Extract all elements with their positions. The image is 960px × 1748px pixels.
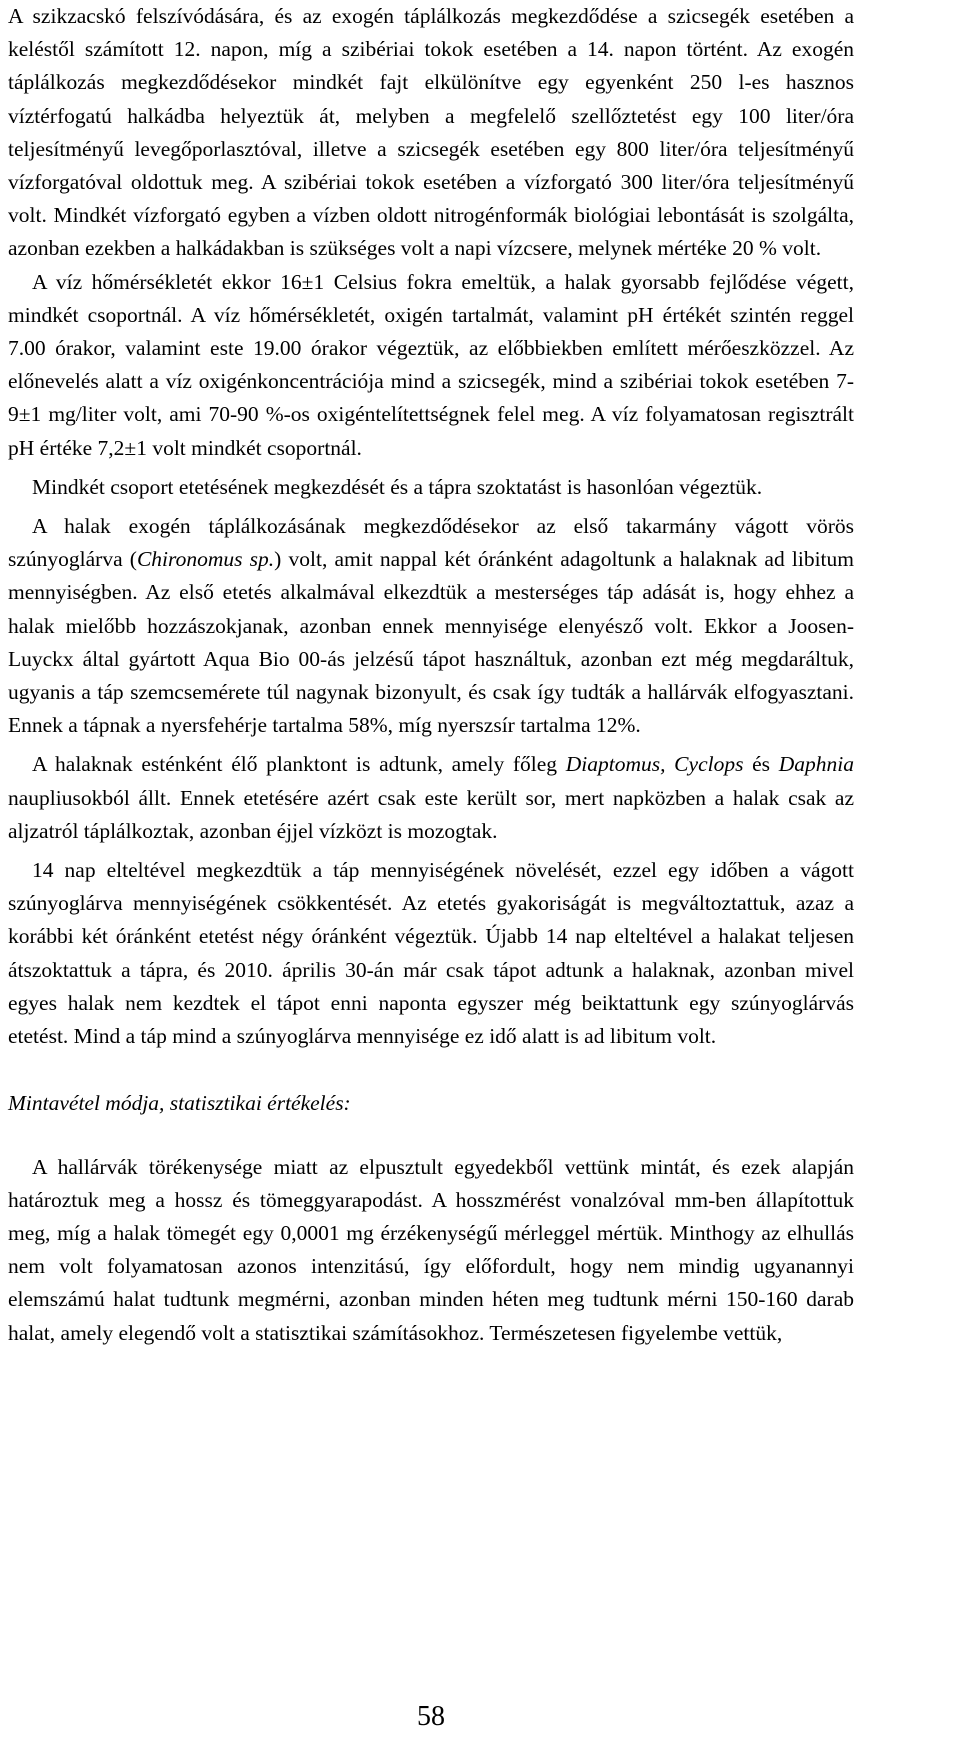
paragraph-water-parameters: A víz hőmérsékletét ekkor 16±1 Celsius fokra emeltük, a halak gyorsabb fejlődése végett, mindkét csoportnál. A víz hőmérsékletét, oxigén tartalmát, valamint pH értékét szintén reggel 7.00 órakor, valamint este 19.00 órakor végeztük, az előbbiekben említett mérőeszközzel. Az előnevelés alatt a víz oxigénkoncentrációja mind a szicsegék, mind a szibériai tokok esetében 7-9±1 mg/liter volt, ami 70-90 %-os oxigéntelítettségnek felel meg. A víz folyamatosan regisztrált pH értéke 7,2±1 volt mindkét csoportnál. bbox=[8, 269, 854, 460]
page-number: 58 bbox=[417, 1701, 445, 1732]
species-name-italic: Diaptomus, Cyclops bbox=[565, 752, 744, 777]
section-heading: Mintavétel módja, statisztikai értékelés: bbox=[8, 1091, 351, 1116]
text-run: ) volt, amit nappal két óránként adagoltunk a halaknak ad libitum mennyiségben. Az első etetés alkalmával elkezdtük a mesterséges táp adását is, hogy ehhez a halak mielőbb hozzászokjanak, azonban ennek mennyisége elenyésző volt. Ekkor a Joosen-Luyckx által gyártott Aqua Bio 00-ás jelzésű tápot használtuk, azonban ezt még megdaráltuk, ugyanis a táp szemcsemérete túl nagynak bizonyult, és csak így tudták a hallárvák elfogyasztani. Ennek a tápnak a nyersfehérje tartalma 58%, míg nyerszsír tartalma 12%. bbox=[8, 547, 854, 738]
text-run: A halaknak esténként élő planktont is adtunk, amely főleg bbox=[32, 752, 566, 777]
paragraph-sampling-method: A hallárvák törékenysége miatt az elpusztult egyedekből vettünk mintát, és ezek alapján határoztuk meg a hossz és tömeggyarapodást. A hosszmérést vonalzóval mm-ben állapítottuk meg, míg a halak tömegét egy 0,0001 mg érzékenységű mérleggel mértük. Minthogy az elhullás nem volt folyamatosan azonos intenzitású, így előfordult, hogy nem mindig ugyanannyi elemszámú halat tudtunk megmérni, azonban minden héten meg tudtunk mérni 150-160 darab halat, amely elegendő volt a statisztikai számításokhoz. Természetesen figyelembe vettük, bbox=[8, 1154, 854, 1345]
document-page bbox=[8, 0, 854, 1350]
paragraph-larval-feeding-setup: A szikzacskó felszívódására, és az exogén táplálkozás megkezdődése a szicsegék esetében a keléstől számított 12. napon, míg a szibériai tokok esetében a 14. napon történt. Az exogén táplálkozás megkezdődésekor mindkét fajt elkülönítve egy egyenként 250 l-es hasznos víztérfogatú halkádba helyeztük át, melyben a megfelelő szellőztetést egy 100 liter/óra teljesítményű levegőporlasztóval, illetve a szicsegék esetében egy 800 liter/óra teljesítményű vízforgatóval oldottuk meg. A szibériai tokok esetében a vízforgató 300 liter/óra teljesítményű volt. Mindkét vízforgató egyben a vízben oldott nitrogénformák biológiai lebontását is szolgálta, azonban ezekben a halkádakban is szükséges volt a napi vízcsere, melynek mértéke 20 % volt. bbox=[8, 4, 854, 261]
paragraph-first-feed bbox=[8, 510, 854, 742]
text-run: és bbox=[743, 752, 779, 777]
paragraph-feed-transition: 14 nap elteltével megkezdtük a táp mennyiségének növelését, ezzel egy időben a vágott szúnyoglárva mennyiségének csökkentését. Az etetés gyakoriságát is megváltoztattuk, azaz a korábbi két óránként etetést négy óránként végeztük. Újabb 14 nap elteltével a halakat teljesen átszoktattuk a tápra, és 2010. április 30-án már csak tápot adtunk a halaknak, azonban mivel egyes halak nem kezdtek el tápot enni naponta egyszer még beiktattunk egy szúnyoglárvás etetést. Mind a táp mind a szúnyoglárva mennyisége ez idő alatt is ad libitum volt. bbox=[8, 858, 854, 1049]
species-name-italic: Chironomus sp. bbox=[136, 547, 275, 572]
paragraph-feeding-start: Mindkét csoport etetésének megkezdését és a tápra szoktatást is hasonlóan végeztük. bbox=[32, 474, 763, 499]
text-run: A halak exogén táplálkozásának megkezdődésekor az első takarmány vágott vörös szúnyoglárva ( bbox=[8, 514, 854, 572]
species-name-italic: Daphnia bbox=[778, 752, 854, 777]
text-run: naupliusokból állt. Ennek etetésére azért csak este került sor, mert napközben a halak csak az aljzatról táplálkoztak, azonban éjjel vízközt is mozogtak. bbox=[8, 785, 854, 843]
paragraph-plankton bbox=[8, 748, 854, 848]
